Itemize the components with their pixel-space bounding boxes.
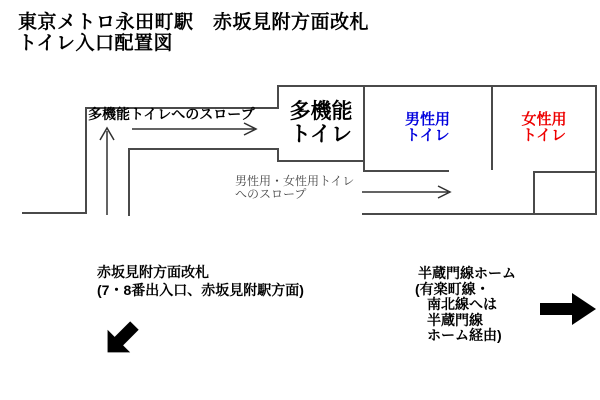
multifunction-toilet-label-line2: トイレ [290, 123, 352, 146]
page-title-line1: 東京メトロ永田町駅 赤坂見附方面改札 [18, 12, 370, 33]
wall-bottom-left-stub [22, 212, 86, 214]
womens-toilet-label-line2: トイレ [521, 127, 567, 144]
platform-caption [415, 266, 516, 344]
womens-toilet-label-line1: 女性用 [521, 111, 567, 128]
wall-ramp-bottom [362, 213, 597, 215]
mens-womens-ramp-caption [235, 175, 354, 201]
room-mens-toilet [363, 85, 492, 171]
wall-alcove-left [533, 171, 535, 214]
platform-caption-line1: 半蔵門線ホーム [418, 265, 516, 281]
mens-womens-ramp-arrow-icon [360, 184, 454, 200]
up-arrow-icon [96, 124, 118, 216]
multifunction-ramp-caption: 多機能トイレへのスロープ [88, 106, 255, 122]
multifunction-ramp-arrow-icon [130, 121, 260, 137]
platform-direction-arrow-icon [540, 290, 598, 328]
wall-alcove-top [533, 171, 596, 173]
page-title [18, 12, 369, 54]
wall-corridor-lower-vertical [128, 148, 130, 216]
mens-womens-ramp-caption-line2: へのスロープ [235, 187, 307, 201]
gate-caption-line1: 赤坂見附方面改札 [97, 264, 209, 280]
platform-caption-line3: 南北線へは [427, 296, 497, 312]
gate-caption-line2: (7・8番出入口、赤坂見附駅方面) [97, 282, 304, 298]
mens-toilet-label-line2: トイレ [405, 127, 450, 144]
wall-corridor-lower-horizontal [128, 148, 279, 150]
mens-womens-ramp-caption-line1: 男性用・女性用トイレ [235, 174, 355, 188]
gate-direction-arrow-icon [100, 318, 142, 360]
page-title-line2: トイレ入口配置図 [18, 33, 174, 54]
room-multifunction-toilet [277, 85, 365, 161]
room-womens-toilet [492, 85, 596, 171]
multifunction-toilet-label-line1: 多機能 [289, 100, 353, 123]
wall-left [85, 107, 87, 214]
gate-caption [97, 263, 304, 299]
platform-caption-line2: (有楽町線・ [415, 280, 490, 297]
mens-toilet-label-line1: 男性用 [404, 111, 450, 128]
platform-caption-line4: 半蔵門線 [427, 311, 483, 328]
platform-caption-line5: ホーム経由) [427, 327, 502, 343]
